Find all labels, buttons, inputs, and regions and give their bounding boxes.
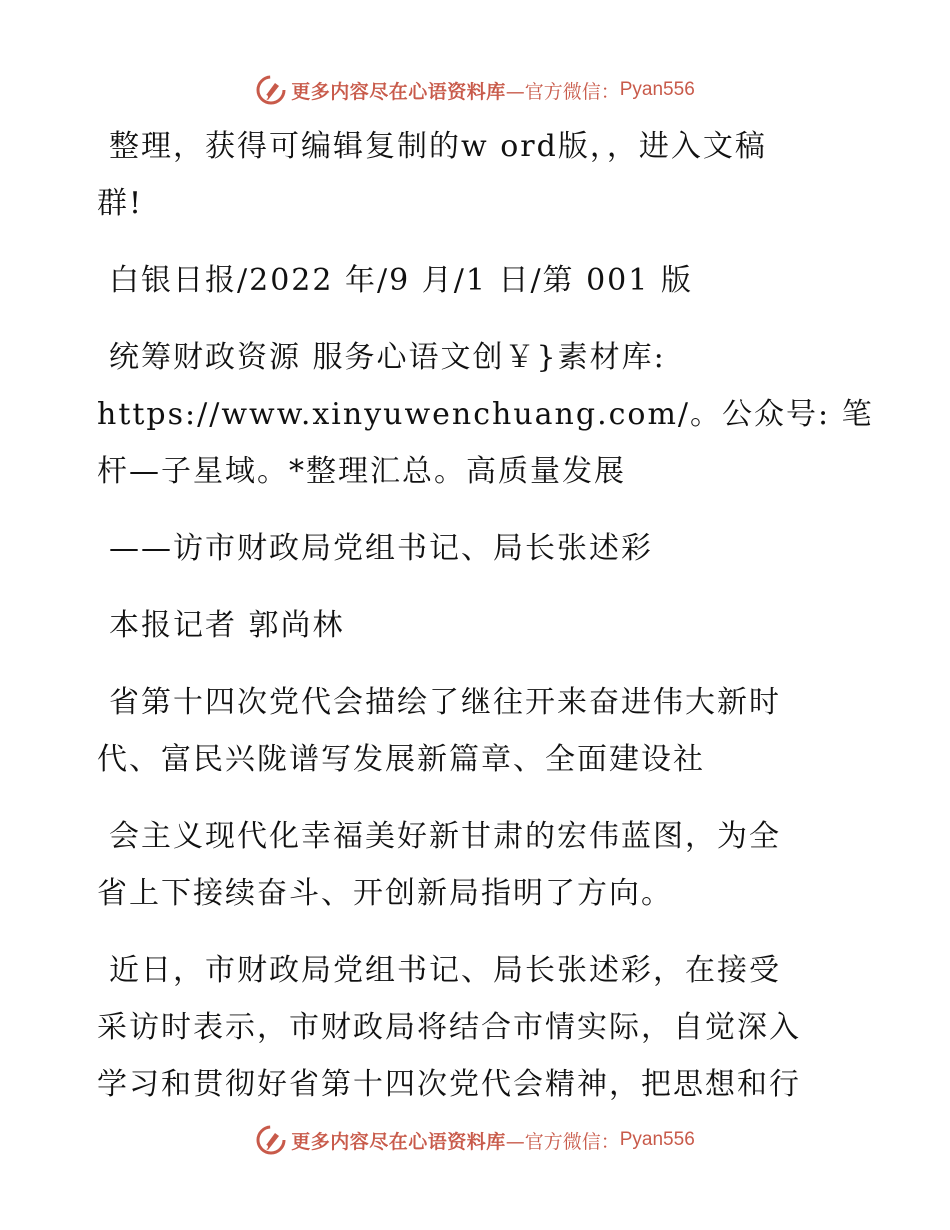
banner-wechat-id: Pyan556 (619, 1129, 695, 1150)
text-line: 采访时表示，市财政局将结合市情实际，自觉深入 (97, 1010, 801, 1045)
text-line: 省上下接续奋斗、开创新局指明了方向。 (97, 876, 673, 911)
pen-logo-icon (255, 74, 287, 106)
paragraph-dateline (97, 252, 857, 309)
paragraph-headline (97, 329, 874, 500)
banner-wechat-label: —官方微信： (505, 1130, 620, 1153)
text-line: 省第十四次党代会描绘了继往开来奋进伟大新时 (109, 685, 781, 720)
text-line: 统筹财政资源 服务心语文创￥}素材库: (109, 340, 666, 375)
text-line: 代、富民兴陇谱写发展新篇章、全面建设社 (97, 742, 705, 777)
paragraph (97, 118, 857, 232)
banner-brand: 更多内容尽在心语资料库 (291, 1130, 506, 1153)
text-line: 近日，市财政局党组书记、局长张述彩，在接受 (109, 953, 781, 988)
banner-wechat-label: —官方微信： (505, 80, 620, 103)
text-line: 杆—子星域。*整理汇总。高质量发展 (97, 454, 626, 489)
pen-logo-icon (255, 1124, 287, 1156)
paragraph (97, 808, 857, 922)
paragraph-byline (97, 597, 857, 654)
footer-banner (0, 1120, 950, 1160)
paragraph (97, 942, 857, 1113)
document-body (97, 118, 874, 1133)
text-line: 群! (97, 186, 144, 221)
text-line: https://www.xinyuwenchuang.com/。公众号: 笔 (97, 397, 874, 432)
header-banner (0, 70, 950, 110)
text-line: 整理，获得可编辑复制的w ord版，，进入文稿 (109, 129, 767, 164)
banner-brand: 更多内容尽在心语资料库 (291, 80, 506, 103)
text-line: 本报记者 郭尚林 (109, 608, 345, 643)
paragraph (97, 674, 857, 788)
text-line: 会主义现代化幸福美好新甘肃的宏伟蓝图，为全 (109, 819, 781, 854)
text-line: 白银日报/2022 年/9 月/1 日/第 001 版 (109, 263, 693, 298)
paragraph-subtitle (97, 520, 857, 577)
text-line: 学习和贯彻好省第十四次党代会精神，把思想和行 (97, 1067, 801, 1102)
text-line: ——访市财政局党组书记、局长张述彩 (109, 531, 653, 566)
banner-wechat-id: Pyan556 (619, 79, 695, 100)
